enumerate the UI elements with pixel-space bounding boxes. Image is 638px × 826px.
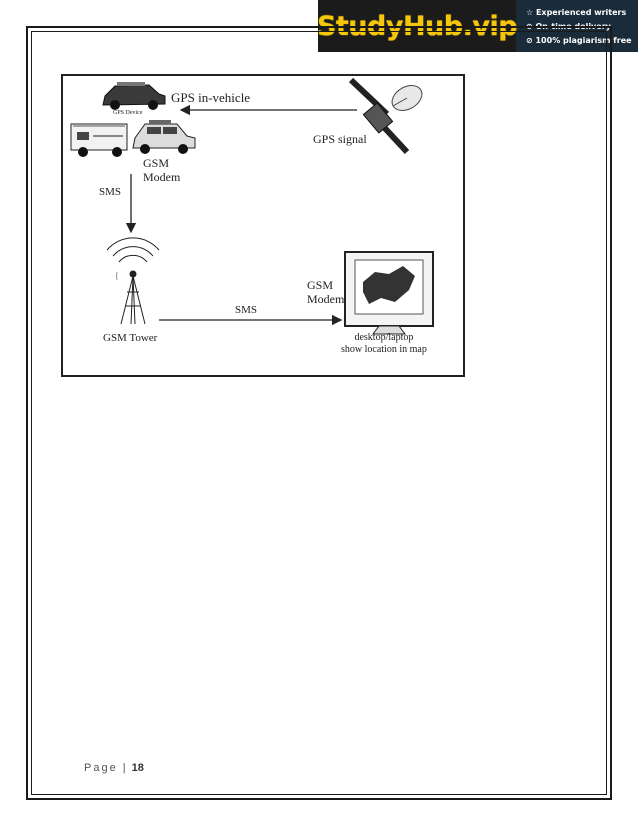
sms-bottom-label: SMS bbox=[235, 304, 258, 316]
gps-in-vehicle-label: GPS in-vehicle bbox=[171, 90, 251, 105]
gps-device-label: GPS Device bbox=[113, 110, 143, 116]
page-word: Page bbox=[84, 762, 118, 774]
gsm-tower-label: GSM Tower bbox=[103, 332, 158, 344]
gsm-tower-icon bbox=[107, 238, 159, 324]
brand-name: StudyHub.vip bbox=[316, 10, 518, 42]
page-number: 18 bbox=[131, 762, 144, 774]
desktop-caption-line: desktop/laptop bbox=[354, 332, 414, 343]
desktop-caption-line: show location in map bbox=[341, 344, 427, 355]
gsm-modem-right-line: Modem bbox=[307, 292, 345, 306]
gsm-modem-top-label bbox=[143, 156, 180, 184]
police-sedan-icon bbox=[133, 120, 195, 154]
feature-item: ⊙ On-time delivery bbox=[526, 22, 611, 31]
diagram-graphics bbox=[63, 76, 463, 375]
gsm-modem-top-line: GSM bbox=[143, 156, 170, 170]
gsm-modem-right-line: GSM bbox=[307, 278, 334, 292]
gps-tracking-diagram bbox=[61, 74, 465, 377]
gsm-modem-right-label bbox=[307, 278, 344, 306]
gps-signal-label: GPS signal bbox=[313, 132, 367, 146]
footer-separator: | bbox=[122, 762, 128, 774]
gsm-modem-top-line: Modem bbox=[143, 170, 181, 184]
desktop-monitor-icon bbox=[345, 252, 433, 334]
sms-left-label: SMS bbox=[99, 186, 122, 198]
desktop-caption bbox=[341, 332, 427, 356]
police-car-icon bbox=[103, 82, 165, 110]
feature-item: ⊘ 100% plagiarism free bbox=[526, 36, 632, 45]
feature-item: ☆ Experienced writers bbox=[526, 8, 627, 17]
page-footer bbox=[84, 762, 144, 774]
ambulance-van-icon bbox=[71, 124, 127, 157]
